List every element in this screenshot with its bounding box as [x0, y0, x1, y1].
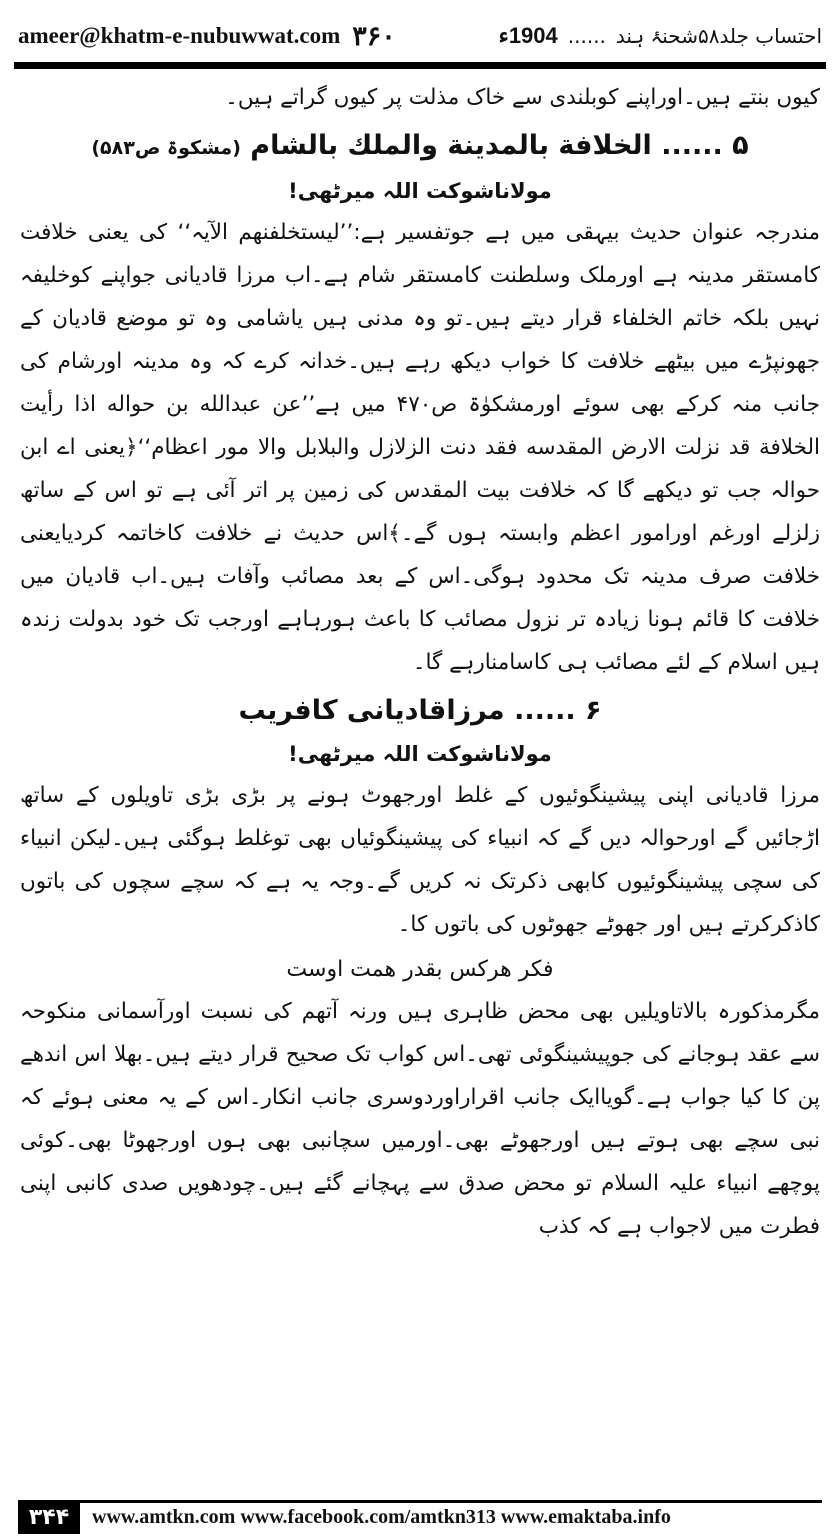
section-number-5: ۵ ...... [661, 130, 749, 161]
footer-rule [80, 1500, 822, 1503]
header-dots: ...... [567, 24, 606, 48]
section-title-6: مرزاقادیانی کافریب [238, 695, 505, 726]
paragraph-taweel: مگرمذکورہ بالاتاویلیں بھی محض ظاہری ہیں ورنہ آتھم کی نسبت اورآسمانی منکوحہ سے عقد ہوجانے کی جوپیشینگوئی تھی۔اس کواب تک صحیح قرار دیتے ہیں۔بھلا اس اندھے پن کا کیا جواب ہے۔گویاایک جانب اقراراوردوسری جانب انکار۔اس کے یہ معنی ہوئے کہ نبی سچے بھی ہوتے ہیں اورجھوٹے بھی۔اورمیں سچانبی بھی ہوں اورجھوٹا بھی۔کوئی پوچھے انبیاء علیہ السلام تو محض صدق سے پہچانے گئے ہیں۔چودھویں صدی کانبی اپنی فطرت میں لاجواب ہے کہ کذب [20, 999, 820, 1239]
paragraph-khilafat: مندرجہ عنوان حدیث بیہقی میں ہے جوتفسیر ہے:’’ليستخلفنهم الآیہ‘‘ کی یعنی خلافت کامستقر مدینہ ہے اورملک وسلطنت کامستقر شام ہے۔اب مرزا قادیانی جواپنے کوخلیفہ نہیں بلکہ خاتم الخلفاء قرار دیتے ہیں۔تو وہ مدنی ہیں یاشامی وہ تو موضع قادیان کے جھونپڑے میں بیٹھے خلافت کا خواب دیکھ رہے ہیں۔خدانہ کرے کہ وہ مدینہ اورشام کی جانب منہ کرکے بھی سوئے اورمشکوٰۃ ص۴۷۰ میں ہے’’عن عبدالله بن حواله اذا رأيت الخلافة قد نزلت الارض المقدسه فقد دنت الزلازل والبلابل والا مور اعظام‘‘﴿یعنی اے ابن حوالہ جب تو دیکھے گا کہ خلافت بیت المقدس کی زمین پر اتر آئی ہے تو اس کے ساتھ زلزلے اورغم اورامور اعظم وابستہ ہوں گے۔﴾اس حدیث نے خلافت کاخاتمہ کردیایعنی خلافت صرف مدینہ تک محدود ہوگی۔اس کے بعد مصائب وآفات ہیں۔اب قادیان میں خلافت کا قائم ہونا زیادہ تر نزول مصائب کا باعث ہورہاہے اورجب تک خود بدولت زندہ ہیں اسلام کے لئے مصائب ہی کاسامنارہے گا۔ [20, 220, 820, 675]
section-reference-5: (مشکوۃ ص۵۸۳) [91, 137, 241, 159]
header-series: احتساب جلد۵۸شحنۂ ہند [615, 24, 822, 48]
section-number-6: ۶ ...... [514, 695, 602, 726]
header-email: ameer@khatm-e-nubuwwat.com [18, 23, 341, 48]
header-right [498, 23, 822, 49]
paragraph-pesheengoi: مرزا قادیانی اپنی پیشینگوئیوں کے غلط اورجھوٹ ہونے پر بڑی بڑی تاویلوں کے ساتھ اڑجائیں گے اورحوالہ دیں گے کہ انبیاء کی پیشینگوئیاں بھی توغلط ہوگئی ہیں۔لیکن انبیاء کی سچی پیشینگوئیوں کابھی ذکرتک نہ کریں گے۔وجہ یہ ہے کہ سچے سچوں کی باتوں کاذکرکرتے ہیں اور جھوٹے جھوٹوں کی باتوں کا۔ [20, 783, 820, 937]
header-page-number: ۳۶۰ [352, 20, 396, 51]
header-year: 1904ء [498, 23, 558, 48]
header-left [18, 21, 396, 52]
header-rule [14, 62, 826, 69]
page-header [18, 14, 822, 58]
section-author-5: مولاناشوکت اللہ میرٹھی! [288, 179, 552, 203]
page-footer [18, 1500, 822, 1534]
persian-verse: فکر هرکس بقدر همت اوست [286, 957, 554, 982]
footer-urls: www.amtkn.com www.facebook.com/amtkn313 www.emaktaba.info [92, 1505, 671, 1528]
paragraph-continuation: کیوں بنتے ہیں۔اوراپنے کوبلندی سے خاک مذلت پر کیوں گراتے ہیں۔ [225, 85, 820, 110]
section-heading-6 [20, 688, 820, 734]
footer-page-number: ۳۴۴ [18, 1500, 80, 1534]
section-title-5: الخلافة بالمدينة والملك بالشام [250, 130, 652, 161]
page-content [20, 76, 820, 1486]
section-heading-5 [20, 123, 820, 171]
section-author-6: مولاناشوکت اللہ میرٹھی! [288, 742, 552, 766]
